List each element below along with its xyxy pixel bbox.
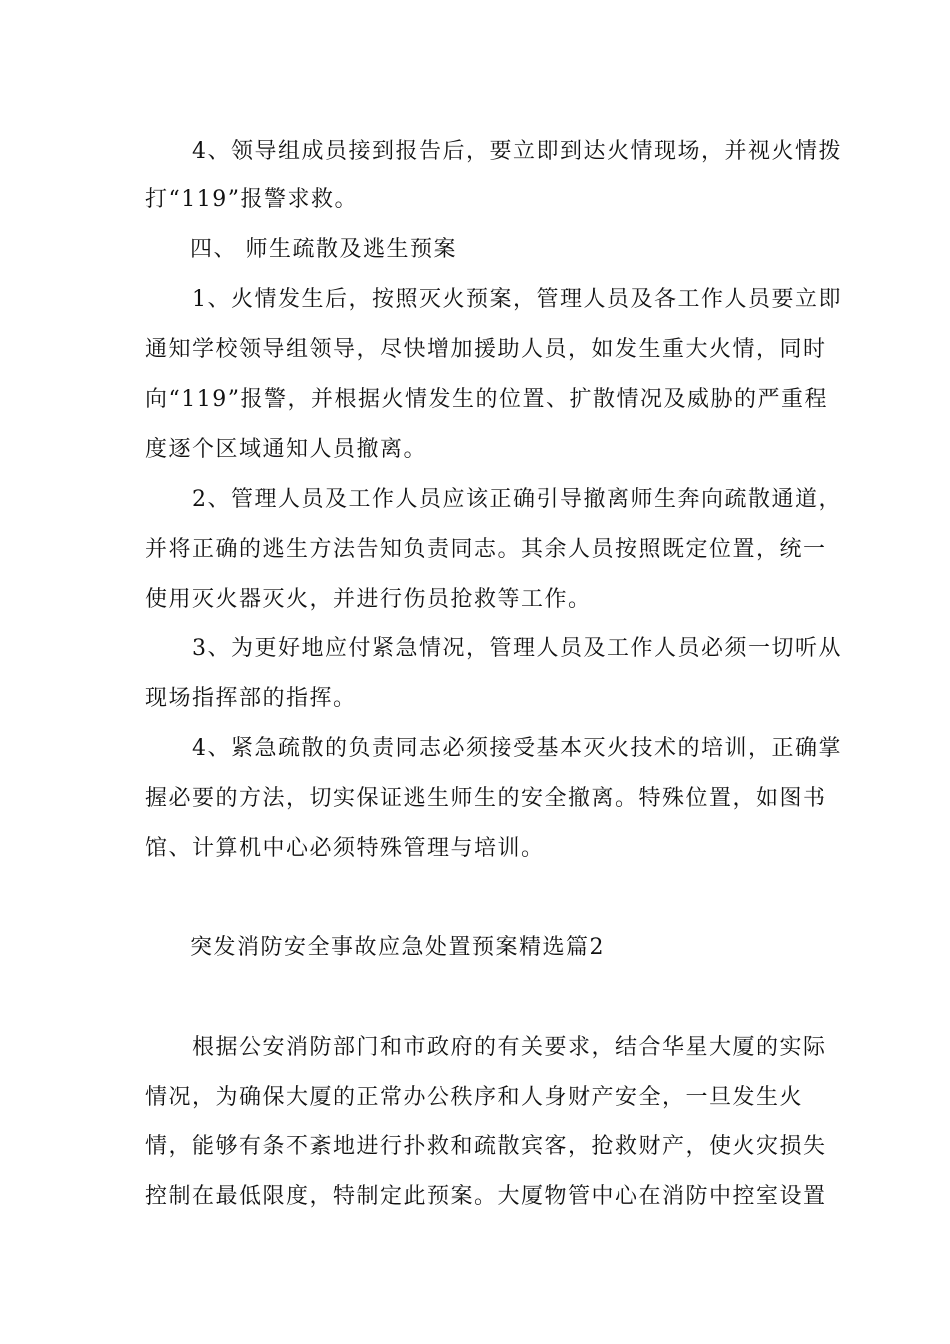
article2-para1-line1: 根据公安消防部门和市政府的有关要求，结合华星大厦的实际 <box>192 1035 827 1060</box>
section4-heading: 四、 师生疏散及逃生预案 <box>190 237 457 262</box>
section4-item3-line1: 3、为更好地应付紧急情况，管理人员及工作人员必须一切听从 <box>192 636 842 661</box>
article2-para1-line4: 控制在最低限度，特制定此预案。大厦物管中心在消防中控室设置 <box>145 1184 827 1209</box>
section4-item3-line2: 现场指挥部的指挥。 <box>145 686 357 711</box>
section4-item2-line2: 并将正确的逃生方法告知负责同志。其余人员按照既定位置，统一 <box>145 537 827 562</box>
section4-item4-line2: 握必要的方法，切实保证逃生师生的安全撤离。特殊位置，如图书 <box>145 786 827 811</box>
section4-item2-line3: 使用灭火器灭火，并进行伤员抢救等工作。 <box>145 587 592 612</box>
section4-item1-line2: 通知学校领导组领导，尽快增加援助人员，如发生重大火情，同时 <box>145 337 827 362</box>
section1-item4-line2: 打“119”报警求救。 <box>145 187 358 212</box>
article2-para1-line2: 情况，为确保大厦的正常办公秩序和人身财产安全，一旦发生火 <box>145 1085 804 1110</box>
section4-item4-line1: 4、紧急疏散的负责同志必须接受基本灭火技术的培训，正确掌 <box>192 736 842 761</box>
article2-title: 突发消防安全事故应急处置预案精选篇2 <box>190 935 605 960</box>
section4-item2-line1: 2、管理人员及工作人员应该正确引导撤离师生奔向疏散通道， <box>192 487 842 512</box>
section1-item4-line1: 4、领导组成员接到报告后，要立即到达火情现场，并视火情拨 <box>192 139 842 164</box>
section4-item1-line1: 1、火情发生后，按照灭火预案，管理人员及各工作人员要立即 <box>192 287 842 312</box>
section4-item1-line4: 度逐个区域通知人员撤离。 <box>145 437 428 462</box>
section4-item4-line3: 馆、计算机中心必须特殊管理与培训。 <box>145 836 545 861</box>
article2-para1-line3: 情，能够有条不紊地进行扑救和疏散宾客，抢救财产，使火灾损失 <box>145 1134 827 1159</box>
section4-item1-line3: 向“119”报警，并根据火情发生的位置、扩散情况及威胁的严重程 <box>145 387 828 412</box>
